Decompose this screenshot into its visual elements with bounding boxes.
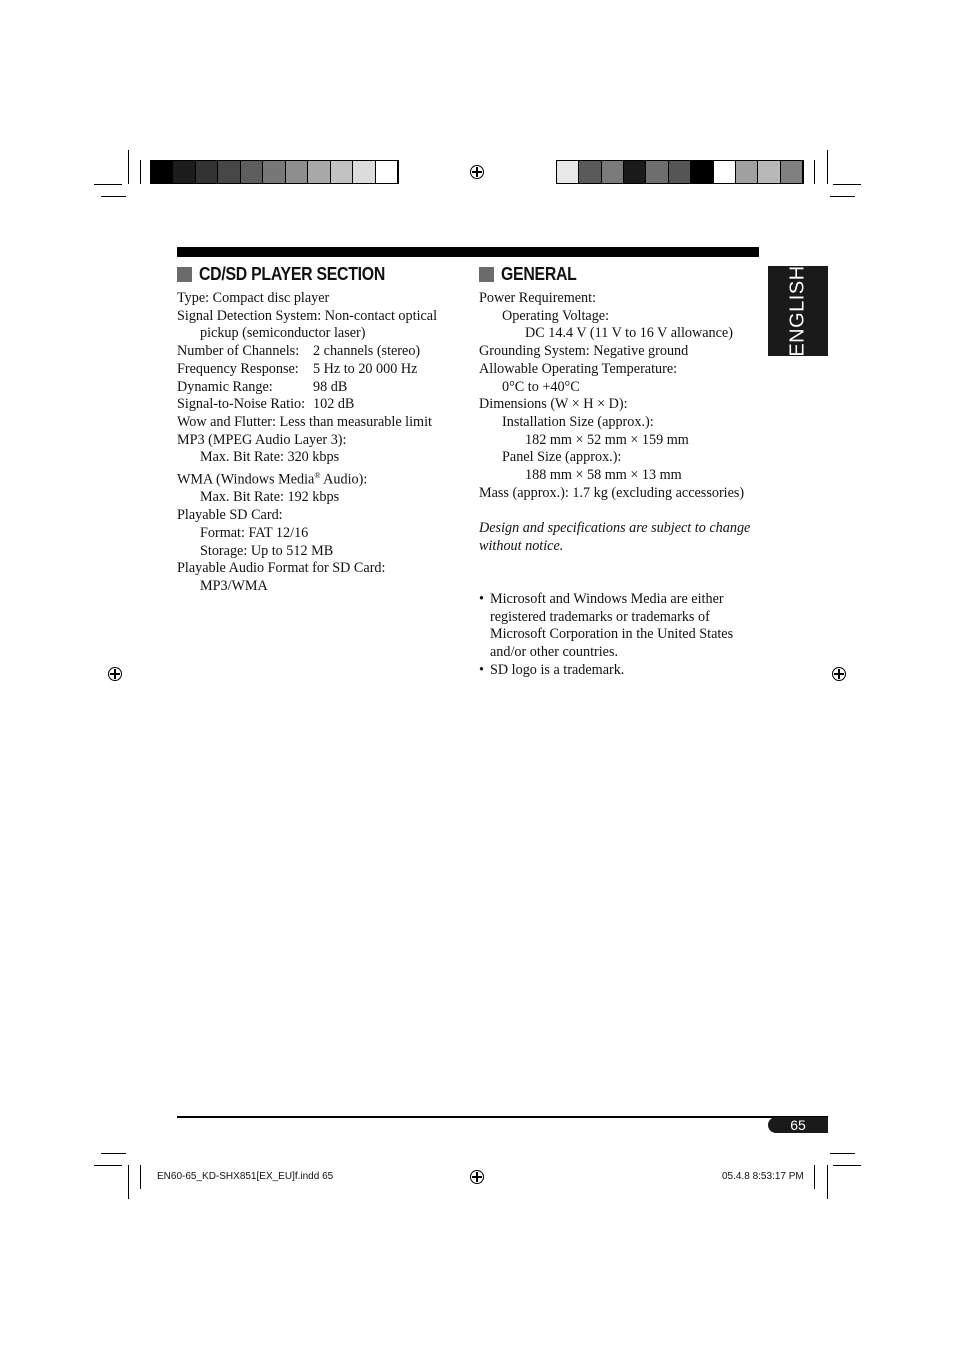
language-tab: [768, 266, 828, 356]
spec-mass: Mass (approx.): 1.7 kg (excluding accessories): [479, 484, 745, 501]
spec-mp3: MP3 (MPEG Audio Layer 3):: [177, 431, 347, 448]
color-swatch: [331, 161, 353, 183]
general-title: GENERAL: [501, 263, 577, 284]
color-swatch: [691, 161, 713, 183]
trademark-bullet: [479, 591, 750, 662]
bullet-line: SD logo is a trademark.: [490, 661, 625, 678]
cd-spec-list: [177, 290, 437, 596]
spec-install-size: Installation Size (approx.):: [502, 413, 654, 430]
spec-sd-format: Format: FAT 12/16: [200, 524, 309, 541]
crop-mark: [827, 1165, 828, 1199]
spec-voltage-value: DC 14.4 V (11 V to 16 V allowance): [525, 325, 733, 342]
color-swatch: [263, 161, 285, 183]
color-swatch: [602, 161, 624, 183]
crop-mark: [94, 1165, 122, 1166]
spec-wow-flutter: Wow and Flutter: Less than measurable limit: [177, 413, 432, 430]
registration-mark-icon: [470, 165, 484, 179]
footer-filename: EN60-65_KD-SHX851[EX_EU]f.indd 65: [157, 1171, 334, 1182]
bullet-line: registered trademarks or trademarks of: [490, 608, 710, 625]
heading-square-icon: [479, 267, 494, 282]
bullet-line: and/or other countries.: [490, 644, 619, 661]
top-rule: [177, 247, 759, 257]
crop-mark: [140, 1165, 141, 1189]
color-swatch: [151, 161, 173, 183]
spec-signal: Signal Detection System: Non-contact optical: [177, 307, 438, 324]
color-swatch: [579, 161, 601, 183]
registration-mark-icon: [108, 667, 122, 681]
bottom-rule: [177, 1116, 828, 1118]
color-swatch: [308, 161, 330, 183]
color-swatch: [669, 161, 691, 183]
spec-sd-card: Playable SD Card:: [177, 507, 283, 524]
registration-mark-icon: [832, 667, 846, 681]
general-spec-list: [479, 290, 750, 679]
spec-mp3-rate: Max. Bit Rate: 320 kbps: [200, 449, 340, 466]
crop-mark: [128, 1165, 129, 1199]
spec-frequency: Frequency Response: 5 Hz to 20 000 Hz: [177, 360, 418, 377]
spec-type: Type: Compact disc player: [177, 290, 330, 306]
spec-temperature: Allowable Operating Temperature:: [479, 360, 678, 377]
crop-mark: [94, 184, 122, 185]
registration-mark-icon: [470, 1170, 484, 1184]
cd-section-heading: [177, 262, 410, 286]
notice-line: without notice.: [479, 537, 564, 554]
spec-wma: WMA (Windows Media® Audio):: [177, 471, 368, 488]
crop-mark: [814, 160, 815, 184]
color-swatch: [218, 161, 240, 183]
spec-wma-rate: Max. Bit Rate: 192 kbps: [200, 489, 340, 506]
spec-audio-format-value: MP3/WMA: [200, 577, 268, 594]
color-swatch: [196, 161, 218, 183]
spec-sd-storage: Storage: Up to 512 MB: [200, 542, 334, 559]
color-swatch: [376, 161, 398, 183]
crop-mark: [101, 196, 126, 197]
page-number: 65: [768, 1117, 828, 1133]
bullet-icon: •: [479, 590, 484, 607]
spec-install-value: 182 mm × 52 mm × 159 mm: [525, 431, 689, 448]
color-swatch: [241, 161, 263, 183]
language-tab-label: ENGLISH: [786, 265, 809, 357]
bullet-icon: •: [479, 661, 484, 678]
general-heading: [479, 262, 587, 286]
spec-temperature-value: 0°C to +40°C: [502, 378, 580, 395]
spec-dynamic-range: Dynamic Range: 98 dB: [177, 378, 348, 395]
color-swatch: [624, 161, 646, 183]
crop-mark: [128, 150, 129, 184]
bullet-line: Microsoft and Windows Media are either: [490, 590, 724, 607]
color-swatch: [758, 161, 780, 183]
spec-panel-size: Panel Size (approx.):: [502, 449, 622, 466]
crop-mark: [830, 1153, 855, 1154]
spec-audio-format: Playable Audio Format for SD Card:: [177, 560, 386, 577]
notice-line: Design and specifications are subject to change: [479, 520, 751, 537]
footer-timestamp: 05.4.8 8:53:17 PM: [722, 1171, 804, 1182]
spec-snr: Signal-to-Noise Ratio: 102 dB: [177, 396, 355, 413]
color-swatch: [714, 161, 736, 183]
spec-panel-value: 188 mm × 58 mm × 13 mm: [525, 467, 682, 484]
crop-mark: [833, 184, 861, 185]
color-swatch: [286, 161, 308, 183]
crop-mark: [814, 1165, 815, 1189]
crop-mark: [833, 1165, 861, 1166]
cd-section-title: CD/SD PLAYER SECTION: [199, 263, 386, 284]
spec-op-voltage: Operating Voltage:: [502, 307, 610, 324]
crop-mark: [101, 1153, 126, 1154]
crop-mark: [827, 150, 828, 184]
spec-grounding: Grounding System: Negative ground: [479, 343, 689, 360]
color-swatch: [353, 161, 375, 183]
bullet-line: Microsoft Corporation in the United States: [490, 626, 734, 643]
color-calibration-bar-right: [556, 160, 804, 184]
color-swatch: [736, 161, 758, 183]
spec-dimensions: Dimensions (W × H × D):: [479, 396, 628, 413]
heading-square-icon: [177, 267, 192, 282]
color-swatch: [173, 161, 195, 183]
color-swatch: [781, 161, 803, 183]
crop-mark: [830, 196, 855, 197]
trademark-bullet: [479, 662, 750, 680]
spec-channels: Number of Channels: 2 channels (stereo): [177, 343, 421, 360]
spec-power: Power Requirement:: [479, 290, 597, 306]
color-swatch: [557, 161, 579, 183]
color-calibration-bar-left: [150, 160, 399, 184]
crop-mark: [140, 160, 141, 184]
color-swatch: [646, 161, 668, 183]
spec-signal-cont: pickup (semiconductor laser): [200, 325, 366, 342]
